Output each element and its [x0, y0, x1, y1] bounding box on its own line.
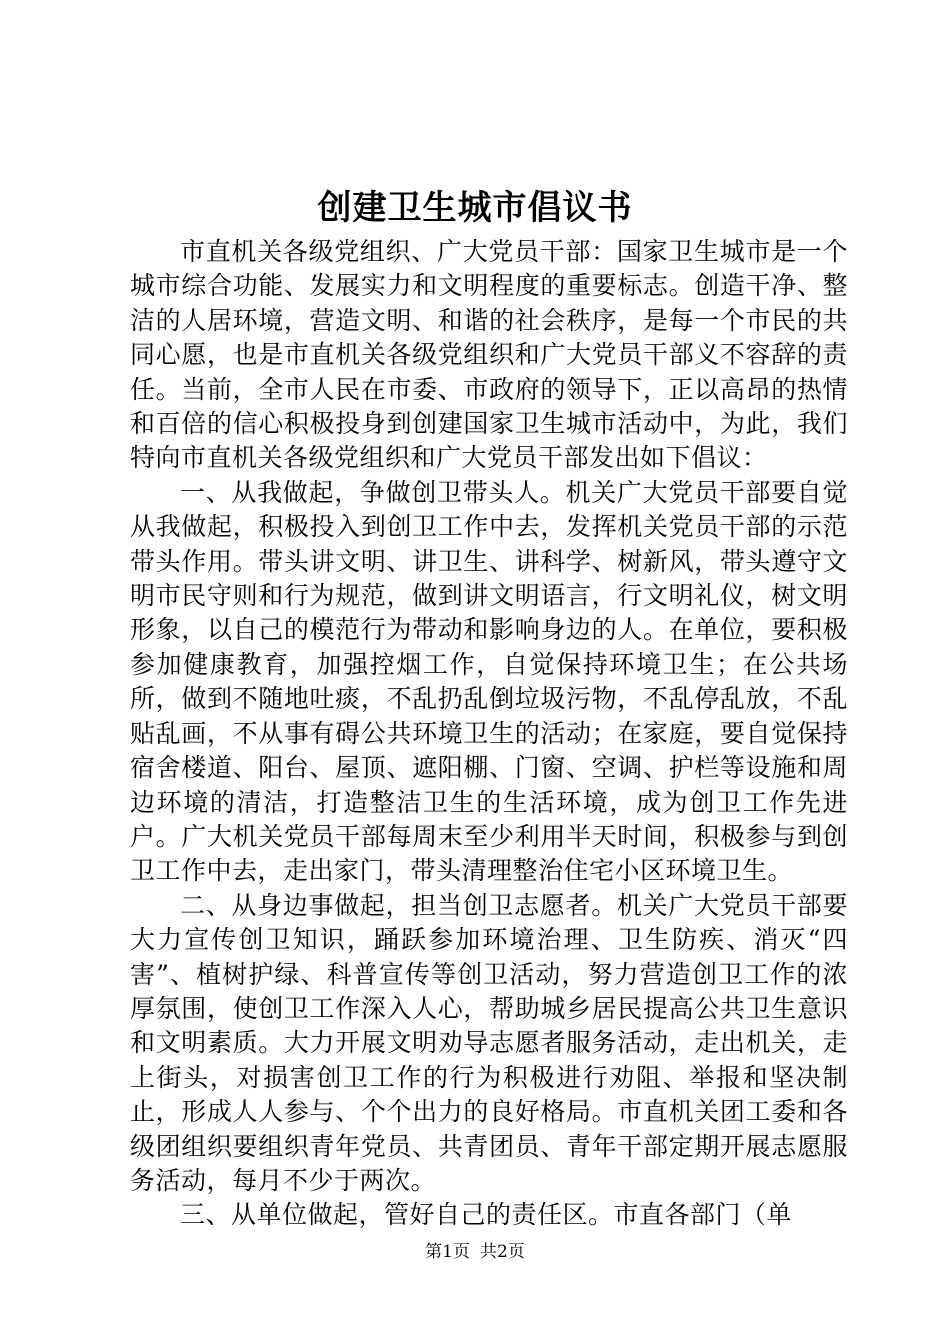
paragraph-proposal-3: 三、从单位做起，管好自己的责任区。市直各部门（单 — [180, 1200, 793, 1230]
page-footer — [0, 1240, 950, 1264]
page-number-total: 共2页 — [480, 1242, 525, 1262]
page-number-current: 第1页 — [425, 1242, 470, 1262]
document-body — [130, 235, 848, 1233]
paragraph-proposal-1: 一、从我做起，争做创卫带头人。机关广大党员干部要自觉从我做起，积极投入到创卫工作中去，发挥机关党员干部的示范带头作用。带头讲文明、讲卫生、讲科学、树新风，带头遵守文明市民守则和行为规范，做到讲文明语言，行文明礼仪，树文明形象，以自己的模范行为带动和影响身边的人。在单位，要积极参加健康教育，加强控烟工作，自觉保持环境卫生；在公共场所，做到不随地吐痰，不乱扔乱倒垃圾污物，不乱停乱放，不乱贴乱画，不从事有碍公共环境卫生的活动；在家庭，要自觉保持宿舍楼道、阳台、屋顶、遮阳棚、门窗、空调、护栏等设施和周边环境的清洁，打造整洁卫生的生活环境，成为创卫工作先进户。广大机关党员干部每周末至少利用半天时间，积极参与到创卫工作中去，走出家门，带头清理整治住宅小区环境卫生。 — [130, 477, 848, 886]
paragraph-proposal-2: 二、从身边事做起，担当创卫志愿者。机关广大党员干部要大力宣传创卫知识，踊跃参加环境治理、卫生防疾、消灭“四害”、植树护绿、科普宣传等创卫活动，努力营造创卫工作的浓厚氛围，使创卫工作深入人心，帮助城乡居民提高公共卫生意识和文明素质。大力开展文明劝导志愿者服务活动，走出机关，走上街头，对损害创卫工作的行为积极进行劝阻、举报和坚决制止，形成人人参与、个个出力的良好格局。市直机关团工委和各级团组织要组织青年党员、共青团员、青年干部定期开展志愿服务活动，每月不少于两次。 — [130, 890, 848, 1195]
document-title: 创建卫生城市倡议书 — [317, 188, 633, 228]
paragraph-salutation: 市直机关各级党组织、广大党员干部：国家卫生城市是一个城市综合功能、发展实力和文明程度的重要标志。创造干净、整洁的人居环境，营造文明、和谐的社会秩序，是每一个市民的共同心愿，也是市直机关各级党组织和广大党员干部义不容辞的责任。当前，全市人民在市委、市政府的领导下，正以高昂的热情和百倍的信心积极投身到创建国家卫生城市活动中，为此，我们特向市直机关各级党组织和广大党员干部发出如下倡议： — [130, 237, 848, 473]
